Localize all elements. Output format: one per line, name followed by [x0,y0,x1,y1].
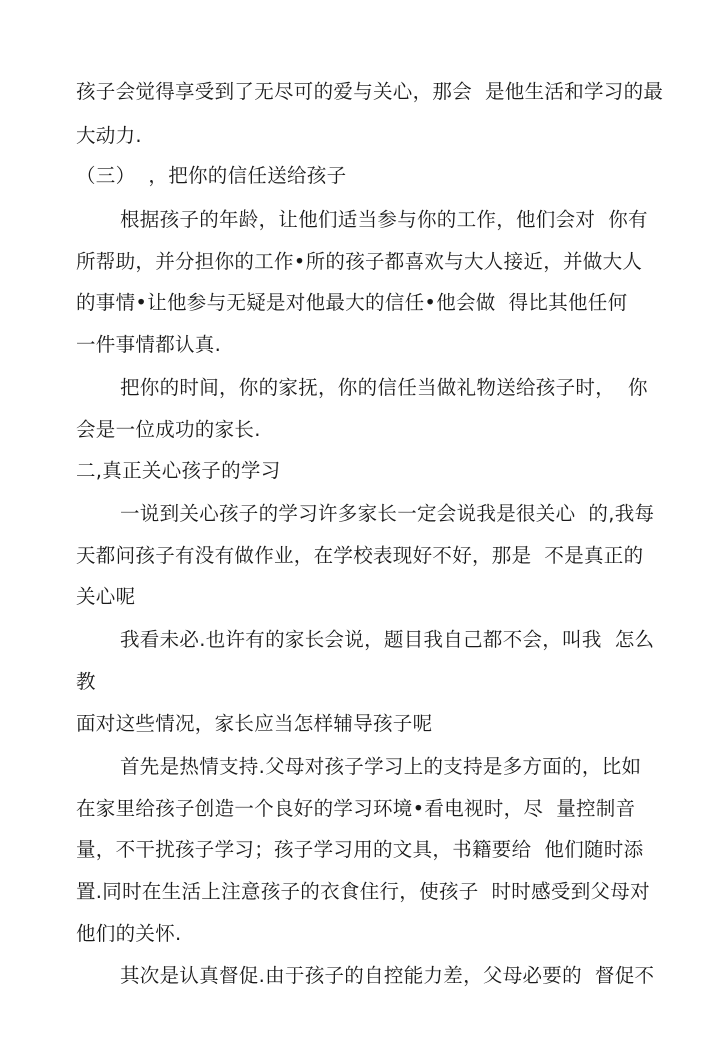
paragraph-line: 置.同时在生活上注意孩子的衣食住行，使孩子 时时感受到父母对 [76,880,650,903]
paragraph-line: 天都问孩子有没有做作业，在学校表现好不好，那是 不是真正的 [76,544,644,567]
paragraph-line: 一件事情都认真. [76,333,222,356]
paragraph-line: 一说到关心孩子的学习许多家长一定会说我是很关心 的,我每 [120,502,655,525]
paragraph-line: 首先是热情支持.父母对孩子学习上的支持是多方面的，比如 [120,755,642,778]
paragraph-line: 把你的时间，你的家抚，你的信任当做礼物送给孩子时， 你 [120,376,648,399]
paragraph-line: 面对这些情况，家长应当怎样辅导孩子呢 [76,712,433,735]
paragraph-line: 会是一位成功的家长. [76,418,261,441]
section-heading: （三） ，把你的信任送给孩子 [76,164,347,187]
paragraph-line: 所帮助，并分担你的工作•所的孩子都喜欢与大人接近，并做大人 [76,250,643,273]
paragraph-line: 我看未必.也许有的家长会说，题目我自己都不会，叫我 怎么 [120,628,655,651]
paragraph-line: 他们的关怀. [76,922,182,945]
paragraph-line: 其次是认真督促.由于孩子的自控能力差，父母必要的 督促不 [120,964,655,987]
paragraph-line: 教 [76,670,96,693]
paragraph-line: 孩子会觉得享受到了无尽可的爱与关心，那会 是他生活和学习的最 [76,80,664,103]
paragraph-line: 量，不干扰孩子学习；孩子学习用的文具，书籍要给 他们随时添 [76,838,644,861]
paragraph-line: 的事情•让他参与无疑是对他最大的信任•他会做 得比其他任何 [76,291,628,314]
paragraph-line: 根据孩子的年龄，让他们适当参与你的工作，他们会对 你有 [120,208,648,231]
paragraph-line: 大动力. [76,124,142,147]
paragraph-line: 关心呢 [76,585,136,608]
paragraph-line: 在家里给孩子创造一个良好的学习环境•看电视时，尽 量控制音 [76,797,636,820]
section-heading: 二,真正关心孩子的学习 [76,459,281,482]
